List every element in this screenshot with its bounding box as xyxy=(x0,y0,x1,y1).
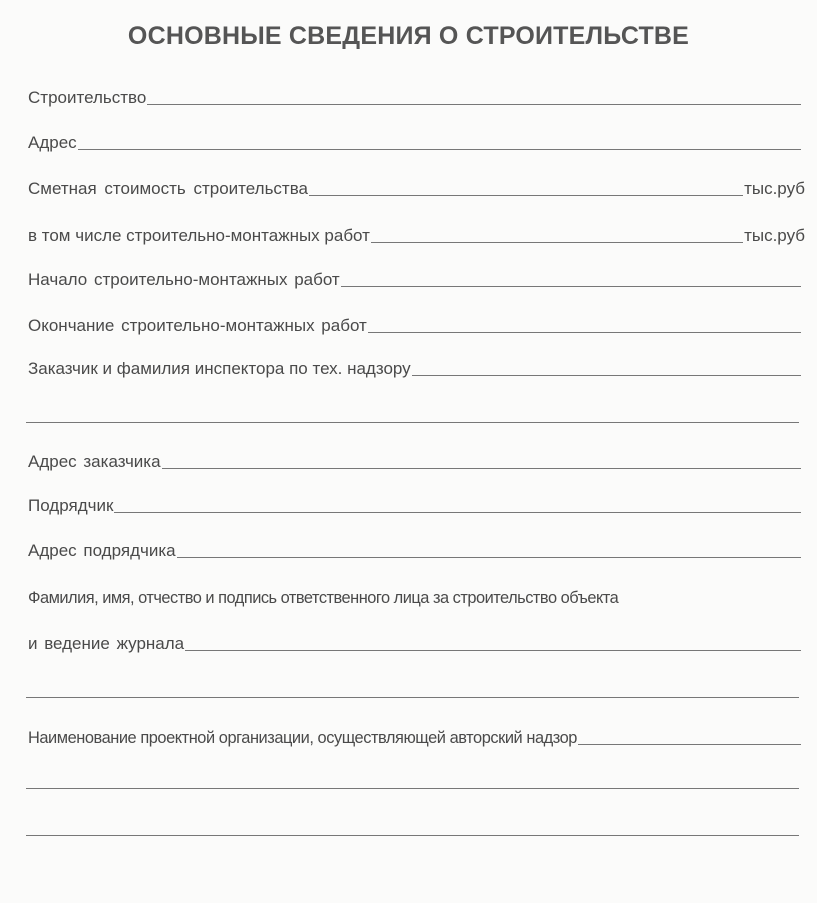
field-customer-address xyxy=(28,450,801,472)
design-organization-input-line[interactable] xyxy=(578,743,801,745)
design-organization-continuation-line-2[interactable] xyxy=(26,835,799,836)
field-journal-keeping xyxy=(28,632,801,654)
field-label: Наименование проектной организации, осуществляющей авторский надзор xyxy=(28,729,577,747)
field-construction xyxy=(28,86,801,108)
field-design-organization xyxy=(28,726,801,748)
field-estimated-cost xyxy=(28,177,805,199)
customer-inspector-continuation-line[interactable] xyxy=(26,422,799,423)
contractor-input-line[interactable] xyxy=(114,511,801,513)
field-works-start xyxy=(28,268,801,290)
field-works-end xyxy=(28,314,801,336)
unit-label: тыс.руб xyxy=(744,179,805,198)
field-label: Начало строительно-монтажных работ xyxy=(28,270,340,289)
design-organization-continuation-line-1[interactable] xyxy=(26,788,799,789)
field-label: Подрядчик xyxy=(28,496,114,515)
customer-address-input-line[interactable] xyxy=(162,467,801,469)
field-contractor xyxy=(28,494,801,516)
unit-label: тыс.руб xyxy=(744,226,805,245)
field-address xyxy=(28,131,801,153)
responsible-person-input-line[interactable] xyxy=(185,649,801,651)
works-end-input-line[interactable] xyxy=(368,331,801,333)
page-title: ОСНОВНЫЕ СВЕДЕНИЯ О СТРОИТЕЛЬСТВЕ xyxy=(127,22,690,50)
field-label: и ведение журнала xyxy=(28,634,185,653)
construction-input-line[interactable] xyxy=(147,103,801,105)
field-label: Окончание строительно-монтажных работ xyxy=(28,316,367,335)
responsible-person-continuation-line[interactable] xyxy=(26,697,799,698)
address-input-line[interactable] xyxy=(78,148,801,150)
field-label: Сметная стоимость строительства xyxy=(28,179,309,198)
field-label: в том числе строительно-монтажных работ xyxy=(28,226,370,245)
responsible-person-label: Фамилия, имя, отчество и подпись ответственного лица за строительство объекта xyxy=(28,589,619,607)
field-label: Адрес заказчика xyxy=(28,452,161,471)
field-customer-inspector xyxy=(28,357,801,379)
customer-inspector-input-line[interactable] xyxy=(412,374,801,376)
works-start-input-line[interactable] xyxy=(341,285,801,287)
field-label: Строительство xyxy=(28,88,147,107)
estimated-cost-input-line[interactable] xyxy=(309,194,743,196)
contractor-address-input-line[interactable] xyxy=(177,556,801,558)
field-label: Заказчик и фамилия инспектора по тех. надзору xyxy=(28,359,411,378)
construction-works-cost-input-line[interactable] xyxy=(371,241,743,243)
field-contractor-address xyxy=(28,539,801,561)
field-construction-works-cost xyxy=(28,224,805,246)
field-label: Адрес подрядчика xyxy=(28,541,176,560)
field-label: Адрес xyxy=(28,133,77,152)
